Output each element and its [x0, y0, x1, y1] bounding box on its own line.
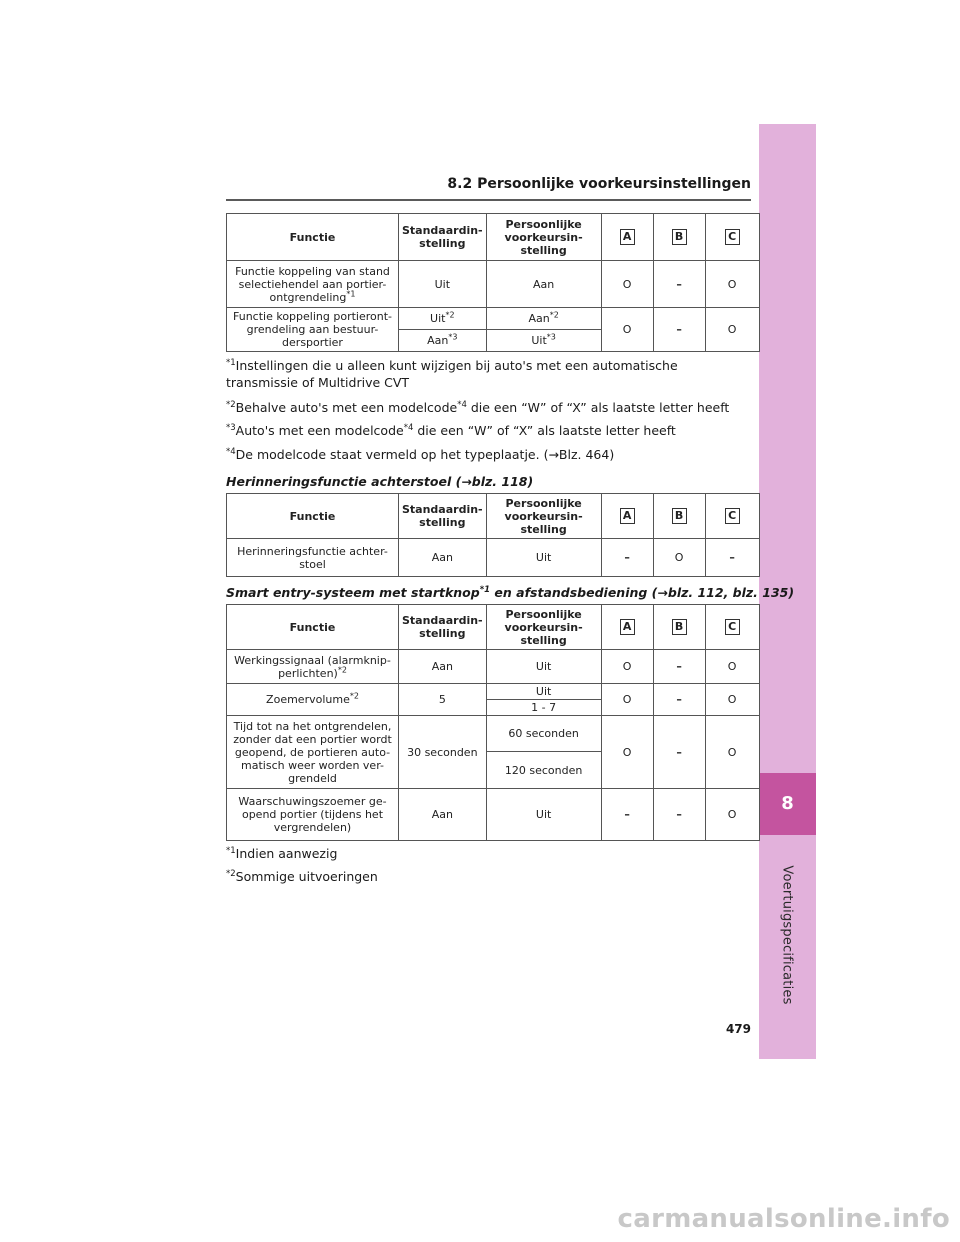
table-row — [227, 539, 760, 577]
cell-std: Aan — [399, 539, 487, 577]
letter-c-icon: C — [725, 508, 740, 524]
section-header: 8.2 Persoonlijke voorkeursinstellingen — [447, 176, 751, 192]
col-c — [705, 605, 759, 650]
cell-pers: Uit — [486, 789, 601, 841]
letter-a-icon: A — [620, 619, 635, 635]
col-b — [653, 605, 705, 650]
col-functie: Functie — [227, 214, 399, 261]
cell-pers: 60 seconden — [486, 716, 601, 752]
letter-b-icon: B — [672, 229, 687, 245]
cell-std: Aan — [399, 650, 487, 684]
letter-a-icon: A — [620, 229, 635, 245]
table-row — [227, 684, 760, 700]
col-persoonlijk: Persoonlijke voorkeursin- stelling — [486, 605, 601, 650]
col-a — [601, 605, 653, 650]
col-b — [653, 214, 705, 261]
footnote: $^{*1}$Instellingen die u alleen kunt wijzigen bij auto's met een automatische transmissie of Multidrive CVT — [226, 357, 678, 390]
cell-c: O — [705, 650, 759, 684]
cell-b: – — [653, 308, 705, 352]
cell-std: Uit$^{*2}$ — [399, 308, 487, 330]
cell-functie: Waarschuwingszoemer ge- opend portier (tijdens het vergrendelen) — [227, 789, 399, 841]
col-standaard: Standaardin- stelling — [399, 214, 487, 261]
cell-std: 30 seconden — [399, 716, 487, 789]
cell-functie: Herinneringsfunctie achter- stoel — [227, 539, 399, 577]
table-row — [227, 650, 760, 684]
col-a — [601, 494, 653, 539]
cell-b: – — [653, 684, 705, 716]
cell-a: O — [601, 684, 653, 716]
cell-std: Aan$^{*3}$ — [399, 330, 487, 352]
cell-a: – — [601, 539, 653, 577]
section-title: Smart entry-systeem met startknop$^{*1}$ en afstandsbediening (→blz. 112, blz. 135) — [226, 584, 795, 600]
cell-std: Uit — [399, 261, 487, 308]
cell-pers: Aan — [486, 261, 601, 308]
cell-functie: Functie koppeling van stand selectiehendel aan portier- ontgrendeling$^{*1}$ — [227, 261, 399, 308]
col-functie: Functie — [227, 605, 399, 650]
letter-a-icon: A — [620, 508, 635, 524]
cell-a: O — [601, 261, 653, 308]
col-c — [705, 214, 759, 261]
col-standaard: Standaardin- stelling — [399, 494, 487, 539]
cell-pers: 120 seconden — [486, 752, 601, 789]
footnote: $^{*2}$Sommige uitvoeringen — [226, 868, 378, 884]
cell-a: O — [601, 308, 653, 352]
footnote: $^{*2}$Behalve auto's met een modelcode$^{*4}$ die een “W” of “X” als laatste letter heeft — [226, 399, 730, 415]
table-smart-entry — [226, 604, 760, 841]
cell-std: 5 — [399, 684, 487, 716]
cell-b: – — [653, 716, 705, 789]
cell-functie: Functie koppeling portieront- grendeling aan bestuur- dersportier — [227, 308, 399, 352]
col-standaard: Standaardin- stelling — [399, 605, 487, 650]
letter-b-icon: B — [672, 619, 687, 635]
chapter-number: 8 — [759, 773, 816, 835]
chapter-title: Voertuigspecificaties — [779, 865, 795, 1005]
letter-b-icon: B — [672, 508, 687, 524]
cell-pers: 1 - 7 — [486, 700, 601, 716]
table-row — [227, 789, 760, 841]
table-row — [227, 261, 760, 308]
table-rear-seat-reminder — [226, 493, 760, 577]
cell-pers: Aan$^{*2}$ — [486, 308, 601, 330]
cell-a: – — [601, 789, 653, 841]
cell-b: O — [653, 539, 705, 577]
cell-c: O — [705, 308, 759, 352]
cell-pers: Uit — [486, 539, 601, 577]
col-functie: Functie — [227, 494, 399, 539]
letter-c-icon: C — [725, 619, 740, 635]
table-door-lock-settings — [226, 213, 760, 352]
footnote: $^{*4}$De modelcode staat vermeld op het typeplaatje. (→Blz. 464) — [226, 446, 615, 462]
cell-b: – — [653, 650, 705, 684]
cell-functie: Werkingssignaal (alarmknip- perlichten)$^{*2}$ — [227, 650, 399, 684]
cell-std: Aan — [399, 789, 487, 841]
cell-c: O — [705, 789, 759, 841]
cell-b: – — [653, 261, 705, 308]
section-title: Herinneringsfunctie achterstoel (→blz. 118) — [226, 474, 534, 489]
cell-c: – — [705, 539, 759, 577]
cell-pers: Uit$^{*3}$ — [486, 330, 601, 352]
letter-c-icon: C — [725, 229, 740, 245]
cell-c: O — [705, 716, 759, 789]
table-header-row — [227, 494, 760, 539]
cell-a: O — [601, 716, 653, 789]
watermark: carmanualsonline.info — [617, 1204, 950, 1234]
table-row — [227, 308, 760, 330]
col-a — [601, 214, 653, 261]
col-b — [653, 494, 705, 539]
col-persoonlijk: Persoonlijke voorkeursin- stelling — [486, 494, 601, 539]
cell-b: – — [653, 789, 705, 841]
col-persoonlijk: Persoonlijke voorkeursin- stelling — [486, 214, 601, 261]
page-number: 479 — [725, 1022, 751, 1036]
cell-functie: Zoemervolume$^{*2}$ — [227, 684, 399, 716]
cell-c: O — [705, 684, 759, 716]
cell-functie: Tijd tot na het ontgrendelen, zonder dat een portier wordt geopend, de portieren auto- matisch weer worden ver- grendeld — [227, 716, 399, 789]
cell-a: O — [601, 650, 653, 684]
footnote: $^{*3}$Auto's met een modelcode$^{*4}$ die een “W” of “X” als laatste letter heeft — [226, 422, 676, 438]
col-c — [705, 494, 759, 539]
table-row — [227, 716, 760, 752]
cell-pers: Uit — [486, 650, 601, 684]
cell-c: O — [705, 261, 759, 308]
footnote: $^{*1}$Indien aanwezig — [226, 845, 338, 861]
header-divider — [226, 199, 751, 201]
cell-pers: Uit — [486, 684, 601, 700]
table-header-row — [227, 605, 760, 650]
table-header-row — [227, 214, 760, 261]
